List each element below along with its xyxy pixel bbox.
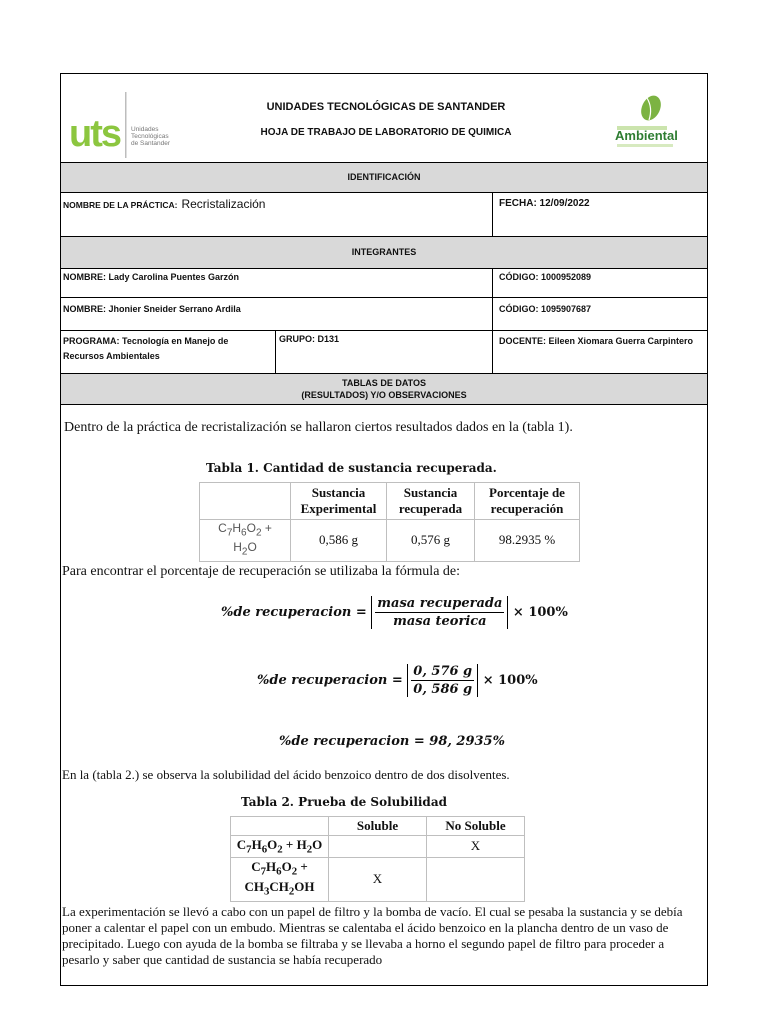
table2-header-row: [231, 817, 525, 836]
uts-logo-line3: de Santander: [131, 140, 171, 147]
table2-cell: [329, 836, 427, 858]
member-name: NOMBRE: Lady Carolina Puentes Garzón: [63, 272, 240, 282]
table2-header: No Soluble: [427, 817, 525, 836]
table2-row-label: $C_7H_6O_2 + H_2O$: [231, 836, 329, 858]
table1-header: Porcentaje de recuperación: [475, 483, 580, 520]
program-field: PROGRAMA: Tecnología en Manejo de Recursos Ambientales: [63, 336, 229, 361]
section-title-integrantes: INTEGRANTES: [351, 247, 417, 257]
header-row: [61, 74, 707, 163]
practice-value: Recristalización: [181, 197, 266, 211]
ambiental-logo-word: Ambiental: [615, 128, 678, 143]
table1-header-row: [200, 483, 580, 520]
formula-substituted-numerator: 0, 576 g: [413, 664, 473, 679]
formula-substituted-fraction: [407, 664, 478, 697]
practice-row: [61, 193, 707, 237]
formula-general-lhs: %de recuperacion =: [221, 605, 367, 620]
table1-caption: Tabla 1. Cantidad de sustancia recuperada.: [206, 461, 497, 475]
lab-worksheet: [60, 73, 708, 986]
table2-row: [231, 857, 525, 901]
formula-result: %de recuperacion = 98, 2935%: [279, 734, 505, 749]
member-row: [61, 298, 707, 331]
table1: [199, 482, 580, 562]
table2-cell: [427, 857, 525, 901]
uts-logo-line1: Unidades: [131, 126, 159, 133]
practice-label: NOMBRE DE LA PRÁCTICA:: [63, 200, 178, 210]
svg-text:uts: uts: [69, 113, 120, 155]
institution-title: UNIDADES TECNOLÓGICAS DE SANTANDER: [266, 101, 506, 113]
member-code: CÓDIGO: 1095907687: [499, 304, 592, 314]
formula-general-numerator: masa recuperada: [377, 596, 503, 611]
table2-cell: X: [427, 836, 525, 858]
formula-general-rhs: × 100%: [512, 605, 568, 620]
formula-substituted-denominator: 0, 586 g: [413, 682, 473, 697]
member-row: [61, 269, 707, 298]
table1-cell: 0,576 g: [387, 520, 475, 562]
uts-logo-line2: Tecnológicas: [131, 133, 169, 140]
table2-caption: Tabla 2. Prueba de Solubilidad: [241, 795, 447, 809]
conclusion-paragraph: La experimentación se llevó a cabo con un papel de filtro y la bomba de vacío. El cual se pesaba la sustancia y se debía poner a calentar el papel con un embudo. Mientras se calentaba el ácido benzoico en la plancha dentro de un vaso de precipitado. Luego con ayuda de la bomba se filtraba y se llevaba a horno el segundo papel de filtro para proceder a pesarlo y saber que cantidad de sustancia se había recuperado: [62, 904, 683, 967]
table2-row: [231, 836, 525, 858]
ambiental-logo: [607, 94, 677, 154]
formula-substituted-lhs: %de recuperacion =: [257, 673, 403, 688]
section-subtitle-results: (RESULTADOS) Y/O OBSERVACIONES: [301, 390, 467, 400]
table2-corner: [231, 817, 329, 836]
leaf-icon: [607, 94, 677, 154]
table1-cell: 0,586 g: [291, 520, 387, 562]
group-field: GRUPO: D131: [279, 334, 340, 344]
table1-header: Sustancia Experimental: [291, 483, 387, 520]
identificacion-header: [61, 163, 707, 193]
table2-header: Soluble: [329, 817, 427, 836]
solubility-intro: En la (tabla 2.) se observa la solubilidad del ácido benzoico dentro de dos disolventes.: [62, 767, 510, 782]
table1-row: [200, 520, 580, 562]
formula-intro: Para encontrar el porcentaje de recuperación se utilizaba la fórmula de:: [62, 564, 461, 579]
formula-substituted-rhs: × 100%: [482, 673, 538, 688]
formula-substituted: [257, 664, 538, 697]
table2-row-label: $C_7H_6O_2$ + $CH_3CH_2OH$: [231, 857, 329, 901]
member-name: NOMBRE: Jhonier Sneider Serrano Ardila: [63, 304, 241, 314]
teacher-field: DOCENTE: Eileen Xiomara Guerra Carpintero: [499, 336, 694, 346]
formula-general-denominator: masa teorica: [393, 614, 487, 629]
section-title-results: TABLAS DE DATOS: [341, 378, 426, 388]
table2-cell: X: [329, 857, 427, 901]
table1-header: Sustancia recuperada: [387, 483, 475, 520]
section-title-identificacion: IDENTIFICACIÓN: [347, 172, 421, 182]
results-intro: Dentro de la práctica de recristalización se hallaron ciertos resultados dados en la (tabla 1).: [64, 420, 573, 435]
formula-general-fraction: [371, 596, 508, 629]
table2: [230, 816, 525, 902]
date-field: FECHA: 12/09/2022: [499, 198, 590, 209]
integrantes-header: [61, 237, 707, 269]
uts-logo-mark: [69, 90, 179, 160]
results-header: [61, 374, 707, 405]
table1-row-label: $C_7H_6O_2$ + $H_2O$: [200, 520, 291, 562]
sheet-title: HOJA DE TRABAJO DE LABORATORIO DE QUIMICA: [260, 127, 512, 138]
member-code: CÓDIGO: 1000952089: [499, 272, 592, 282]
program-row: [61, 331, 707, 374]
table1-corner: [200, 483, 291, 520]
table1-cell: 98.2935 %: [475, 520, 580, 562]
uts-logo: [69, 90, 179, 160]
formula-general: [221, 596, 568, 629]
